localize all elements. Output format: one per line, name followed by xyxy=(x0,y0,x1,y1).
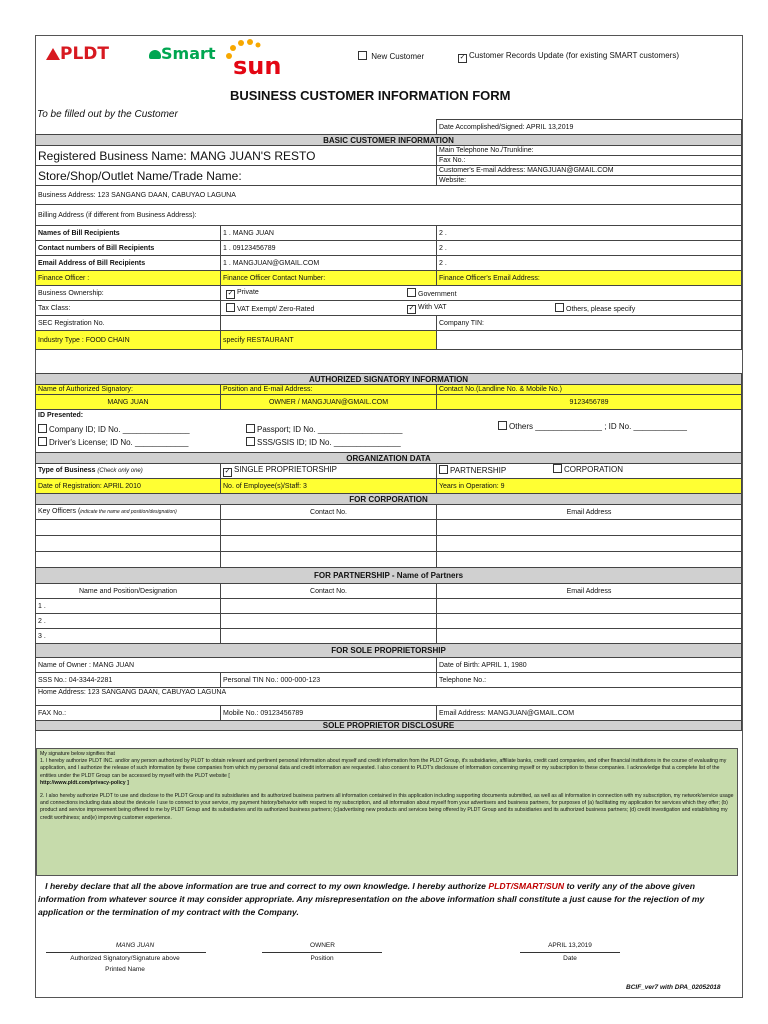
new-customer-checkbox[interactable]: New Customer xyxy=(358,51,424,61)
corp-contact-header: Contact No. xyxy=(221,505,437,520)
smart-text: Smart xyxy=(161,44,216,63)
id-presented-label: ID Presented: xyxy=(38,412,84,419)
sec-registration-field[interactable]: SEC Registration No. xyxy=(36,316,221,331)
partner-contact-header: Contact No. xyxy=(221,584,437,599)
signatory-position-label: Position and E-mail Address: xyxy=(221,385,437,395)
form-subtitle: To be filled out by the Customer xyxy=(37,109,178,120)
partner-email-header: Email Address xyxy=(437,584,742,599)
signatory-name-signed[interactable]: MANG JUAN xyxy=(115,942,155,949)
vat-exempt-checkbox[interactable]: VAT Exempt/ Zero-Rated xyxy=(226,303,314,314)
finance-officer-field[interactable]: Finance Officer : xyxy=(36,271,221,286)
pldt-mark-icon xyxy=(46,48,60,60)
position-label: Position xyxy=(310,955,334,962)
passport-checkbox[interactable]: Passport; ID No. ___________________ xyxy=(246,424,402,434)
checkbox-icon xyxy=(407,288,416,297)
partner-row-contact[interactable] xyxy=(221,614,437,629)
bill-name-2[interactable]: 2 . xyxy=(437,226,742,241)
bill-contact-2[interactable]: 2 . xyxy=(437,241,742,256)
checkbox-icon xyxy=(246,437,255,446)
disclosure-text xyxy=(36,748,738,876)
corp-row[interactable] xyxy=(36,536,221,552)
sole-email-field[interactable]: Email Address: MANGJUAN@GMAIL.COM xyxy=(437,706,742,721)
partner-row-email[interactable] xyxy=(437,599,742,614)
org-type-options xyxy=(437,464,742,479)
signatory-name-label: Name of Authorized Signatory: xyxy=(36,385,221,395)
others-id-checkbox[interactable]: Others _______________ ; ID No. ____________ xyxy=(498,421,687,431)
employees-field[interactable]: No. of Employee(s)/Staff: 3 xyxy=(221,479,437,494)
finance-contact-field[interactable]: Finance Officer Contact Number: xyxy=(221,271,437,286)
partner-row-contact[interactable] xyxy=(221,599,437,614)
fax-field[interactable]: Fax No.: xyxy=(437,156,742,166)
industry-type-field[interactable]: Industry Type : FOOD CHAIN xyxy=(36,331,221,350)
customer-email-field[interactable]: Customer's E-mail Address: MANGJUAN@GMAIL.COM xyxy=(437,166,742,176)
signature-label-2: Printed Name xyxy=(105,966,145,973)
tax-options xyxy=(221,301,742,316)
sec-registration-value[interactable] xyxy=(221,316,437,331)
corp-email-header: Email Address xyxy=(437,505,742,520)
government-checkbox[interactable]: Government xyxy=(407,288,457,299)
corp-row[interactable] xyxy=(36,520,221,536)
pldt-logo xyxy=(46,44,109,64)
partner-row-email[interactable] xyxy=(437,629,742,644)
main-telephone-field[interactable]: Main Telephone No./Trunkline: xyxy=(437,146,742,156)
type-of-business-label: Type of Business (Check only one) xyxy=(36,464,221,479)
date-line xyxy=(520,952,620,953)
corp-row-contact[interactable] xyxy=(221,552,437,568)
signatory-contact-label: Contact No.(Landline No. & Mobile No.) xyxy=(437,385,742,395)
records-update-checkbox[interactable]: ✓ Customer Records Update (for existing SMART customers) xyxy=(459,51,679,61)
ownership-label: Business Ownership: xyxy=(36,286,221,301)
checkbox-icon xyxy=(555,303,564,312)
bill-email-2[interactable]: 2 . xyxy=(437,256,742,271)
section-disclosure: SOLE PROPRIETOR DISCLOSURE xyxy=(36,721,742,731)
privacy-policy-link[interactable]: http://www.pldt.com/privacy-policy ] xyxy=(40,779,129,786)
disclosure-intro: My signature below signifies that xyxy=(40,751,115,757)
tax-class-label: Tax Class: xyxy=(36,301,221,316)
section-corporation: FOR CORPORATION xyxy=(36,494,742,505)
checkbox-checked-icon: ✓ xyxy=(459,54,466,61)
dob-field[interactable]: Date of Birth: APRIL 1, 1980 xyxy=(437,658,742,673)
sole-fax-field[interactable]: FAX No.: xyxy=(36,706,221,721)
form-version: BCIF_ver7 with DPA_02052018 xyxy=(626,984,721,991)
partner-name-header: Name and Position/Designation xyxy=(36,584,221,599)
key-officers-label: Key Officers (indicate the name and position/designation) xyxy=(36,505,221,520)
signatory-name-value[interactable]: MANG JUAN xyxy=(36,395,221,410)
bill-email-1[interactable]: 1 . MANGJUAN@GMAIL.COM xyxy=(221,256,437,271)
declaration-text: I hereby declare that all the above information are true and correct to my own knowledge. I hereby authorize PLDT/SMART/SUN to verify any of the above given information from whatever source it may consider appropriate. Any misrepresentation on the above information shall constitute a just cause for the rejection of my application or the termination of my contract with the Company. xyxy=(38,881,705,917)
signatory-contact-value[interactable]: 9123456789 xyxy=(437,395,742,410)
date-label: Date xyxy=(563,955,577,962)
position-line xyxy=(262,952,382,953)
partner-row[interactable]: 3 . xyxy=(36,629,221,644)
finance-email-field[interactable]: Finance Officer's Email Address: xyxy=(437,271,742,286)
single-proprietorship-checkbox[interactable]: ✓ SINGLE PROPRIETORSHIP xyxy=(221,464,437,479)
drivers-license-checkbox[interactable]: Driver's License; ID No. ____________ xyxy=(38,437,188,447)
personal-tin-field[interactable]: Personal TIN No.: 000-000-123 xyxy=(221,673,437,688)
checkbox-icon xyxy=(246,424,255,433)
corp-row-contact[interactable] xyxy=(221,520,437,536)
partnership-checkbox[interactable]: PARTNERSHIP xyxy=(439,465,506,475)
registration-date-field[interactable]: Date of Registration: APRIL 2010 xyxy=(36,479,221,494)
registered-name-field[interactable]: Registered Business Name: MANG JUAN'S RESTO xyxy=(36,146,437,166)
smart-mark-icon xyxy=(149,50,161,59)
industry-specify-field[interactable]: specify RESTAURANT xyxy=(221,331,437,350)
disclosure-paragraph-2: 2. I also hereby authorize PLDT to use and disclose to the PLDT Group and its subsidiaries and its authorized business partners all information contained in this application including supporting documents submitted, as well as all information in connection with my subscription, my network/service usage and connections including data about the device/e I use to connect to your service, my payment history/behavior with respect to my subscription, and all information about myself from your advertisers and business partners, for purposes of (a) facilitating my application for services which they offer; (b) product and service improvement being offered to me by PLDT Group and its subsidiaries and its authorized business partners; (c)advertising new products and services being offered by PLDT Group and its subsidiaries and its authorized business partners; (d) credit investigation and establishing my credit worthiness; and(e) improving customer experience. xyxy=(40,793,734,821)
company-tin-field[interactable]: Company TIN: xyxy=(437,316,742,331)
corporation-checkbox[interactable]: CORPORATION xyxy=(553,464,623,474)
corp-row-email[interactable] xyxy=(437,552,742,568)
sss-field[interactable]: SSS No.: 04-3344-2281 xyxy=(36,673,221,688)
date-signed-value[interactable]: APRIL 13,2019 xyxy=(548,942,592,949)
checkbox-icon xyxy=(226,303,235,312)
id-presented-block xyxy=(36,410,742,453)
checkbox-checked-icon: ✓ xyxy=(224,468,231,475)
form-title: BUSINESS CUSTOMER INFORMATION FORM xyxy=(230,88,511,103)
partner-row[interactable]: 1 . xyxy=(36,599,221,614)
ownership-options xyxy=(221,286,742,301)
checkbox-checked-icon: ✓ xyxy=(227,290,234,297)
sun-logo xyxy=(221,38,301,78)
signature-label-1: Authorized Signatory/Signature above xyxy=(70,955,180,962)
bill-email-label: Email Address of Bill Recipients xyxy=(36,256,221,271)
brand-names: PLDT/SMART/SUN xyxy=(488,881,565,891)
checkbox-icon xyxy=(38,437,47,446)
home-address-field[interactable]: Home Address: 123 SANGANG DAAN, CABUYAO LAGUNA xyxy=(36,688,742,706)
section-partnership: FOR PARTNERSHIP - Name of Partners xyxy=(36,568,742,584)
trade-name-field[interactable]: Store/Shop/Outlet Name/Trade Name: xyxy=(36,166,437,186)
business-address-field[interactable]: Business Address: 123 SANGANG DAAN, CABUYAO LAGUNA xyxy=(36,186,742,205)
checkbox-checked-icon: ✓ xyxy=(408,305,415,312)
sole-mobile-field[interactable]: Mobile No.: 09123456789 xyxy=(221,706,437,721)
signatory-table xyxy=(35,373,742,731)
signature-line xyxy=(46,952,206,953)
date-accomplished[interactable]: Date Accomplished/Signed: APRIL 13,2019 xyxy=(437,120,742,135)
bill-names-label: Names of Bill Recipients xyxy=(36,226,221,241)
sole-telephone-field[interactable]: Telephone No.: xyxy=(437,673,742,688)
company-id-checkbox[interactable]: Company ID; ID No. _______________ xyxy=(38,424,190,434)
website-field[interactable]: Website: xyxy=(437,176,742,186)
others-tax-checkbox[interactable]: Others, please specify xyxy=(555,303,635,314)
corp-row-email[interactable] xyxy=(437,536,742,552)
corp-row-contact[interactable] xyxy=(221,536,437,552)
bill-contact-1[interactable]: 1 . 09123456789 xyxy=(221,241,437,256)
section-sole: FOR SOLE PROPRIETORSHIP xyxy=(36,644,742,658)
bill-name-1[interactable]: 1 . MANG JUAN xyxy=(221,226,437,241)
disclosure-paragraph-1: 1. I hereby authorize PLDT INC. and/or any person authorized by PLDT to obtain relevant and pertinent personal information about myself and credit information from the PLDT Group, it's subsidiaries, affiliate banks, credit card companies, and other financial institutions in the course of evaluating my application, and I authorize the release of such information by these companies from which my personal data and credit information are requested. I also consent to PLDT's disclosure of information concerning myself or my subscription to these companies. I acknowledge that a complete list of the entities under the PLDT Group can be accessed by myself with the PLDT website [ xyxy=(40,758,727,779)
smart-logo xyxy=(149,44,216,63)
section-basic: BASIC CUSTOMER INFORMATION xyxy=(36,135,742,146)
billing-address-field[interactable]: Billing Address (if different from Business Address): xyxy=(36,205,742,226)
partner-row[interactable]: 2 . xyxy=(36,614,221,629)
section-signatory: AUTHORIZED SIGNATORY INFORMATION xyxy=(36,374,742,385)
industry-blank xyxy=(437,331,742,350)
checkbox-icon xyxy=(439,465,448,474)
partner-row-contact[interactable] xyxy=(221,629,437,644)
owner-name-field[interactable]: Name of Owner : MANG JUAN xyxy=(36,658,437,673)
checkbox-icon xyxy=(498,421,507,430)
checkbox-icon xyxy=(553,464,562,473)
checkbox-icon xyxy=(358,51,367,60)
corp-row[interactable] xyxy=(36,552,221,568)
private-checkbox[interactable]: ✓ Private xyxy=(227,289,259,297)
sun-text: sun xyxy=(233,52,282,80)
checkbox-icon xyxy=(38,424,47,433)
signatory-position-value[interactable]: OWNER / MANGJUAN@GMAIL.COM xyxy=(221,395,437,410)
basic-info-table xyxy=(35,119,742,350)
pldt-text: PLDT xyxy=(60,44,109,64)
sss-gsis-checkbox[interactable]: SSS/GSIS ID; ID No. _______________ xyxy=(246,437,401,447)
with-vat-checkbox[interactable]: ✓ With VAT xyxy=(408,304,447,312)
position-value[interactable]: OWNER xyxy=(310,942,335,949)
section-org: ORGANIZATION DATA xyxy=(36,453,742,464)
corp-row-email[interactable] xyxy=(437,520,742,536)
partner-row-email[interactable] xyxy=(437,614,742,629)
years-operation-field[interactable]: Years in Operation: 9 xyxy=(437,479,742,494)
bill-contact-label: Contact numbers of Bill Recipients xyxy=(36,241,221,256)
